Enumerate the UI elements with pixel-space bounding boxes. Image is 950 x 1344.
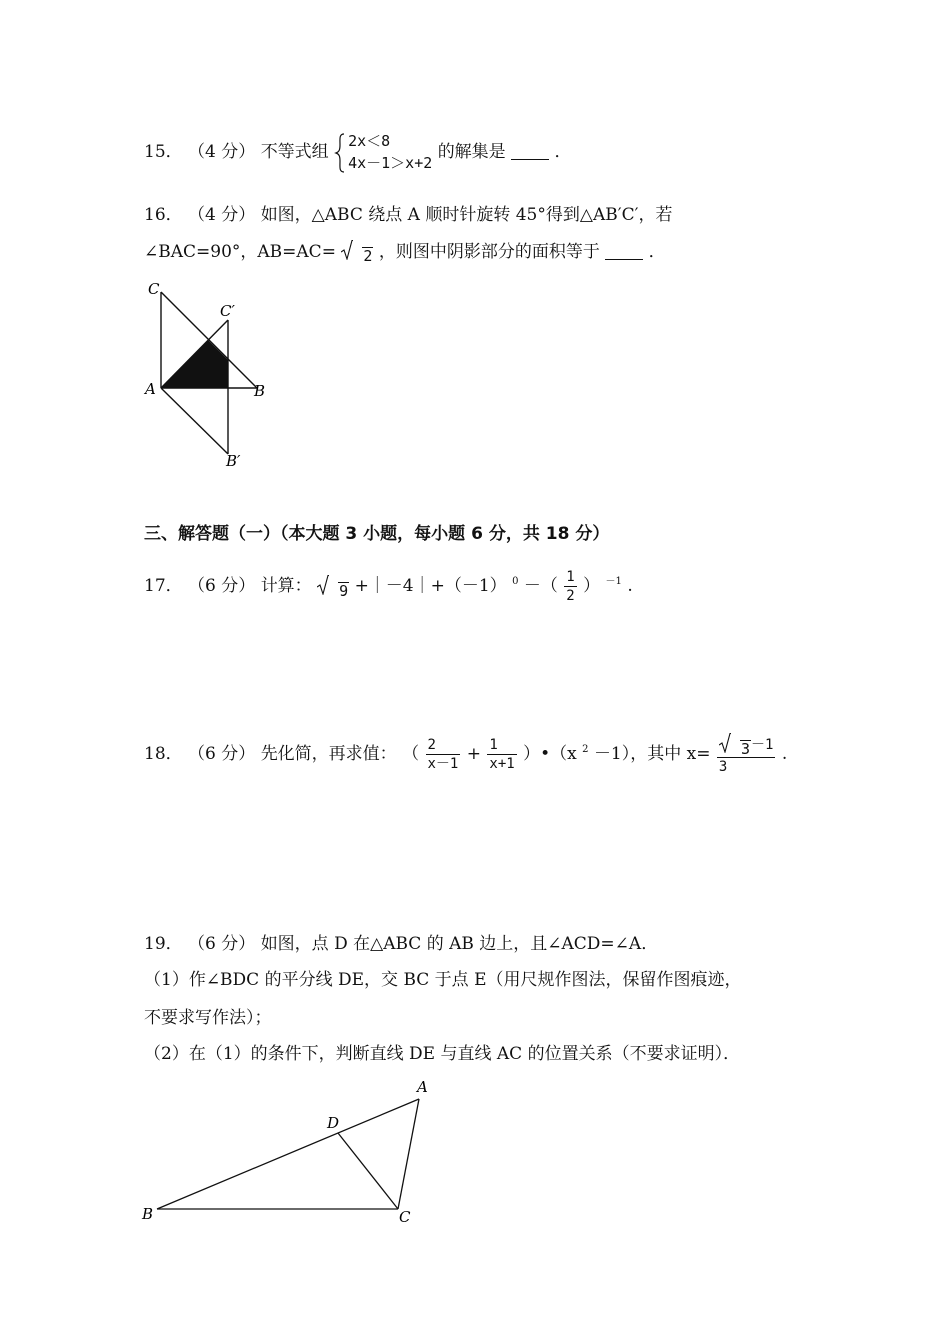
q15-text-before: 不等式组 xyxy=(260,141,329,162)
question-16-line-2 xyxy=(144,240,666,264)
shaded-region xyxy=(161,340,228,388)
fraction-denominator: x－1 xyxy=(427,756,459,772)
label-A: A xyxy=(145,380,156,398)
q19-part2: （2）在（1）的条件下，判断直线 DE 与直线 AC 的位置关系（不要求证明）． xyxy=(144,1044,741,1064)
q17-part1: +｜－4｜+（－1） xyxy=(354,576,507,597)
inequality-2: 4x－1＞x+2 xyxy=(348,154,433,172)
rotation-figure xyxy=(140,278,280,478)
radical-sign-icon xyxy=(341,240,353,260)
numerator-rest: －1 xyxy=(750,737,774,753)
label-A: A xyxy=(417,1078,428,1096)
q16-line2-before: ∠BAC=90°，AB=AC= xyxy=(144,241,336,262)
fraction-denominator: 2 xyxy=(566,588,575,604)
q18-rest: －1），其中 x= xyxy=(593,744,711,765)
fraction-denominator: x+1 xyxy=(489,756,515,772)
q19-intro: 如图，点 D 在△ABC 的 AB 边上，且∠ACD=∠A． xyxy=(260,934,659,955)
q17-score: （6 分） xyxy=(188,576,256,597)
q15-end: ． xyxy=(554,141,572,162)
q17-label: 计算： xyxy=(260,576,312,597)
answer-blank xyxy=(605,245,643,260)
answer-blank xyxy=(511,145,549,160)
q16-number: 16． xyxy=(144,205,183,226)
label-B: B xyxy=(254,382,266,400)
sqrt-expression xyxy=(341,240,373,264)
label-B-prime: B′ xyxy=(226,452,241,470)
fraction-2-over-x-minus-1 xyxy=(426,736,461,773)
fraction-denominator: 3 xyxy=(718,759,728,775)
q16-line2-after: ，则图中阴影部分的面积等于 xyxy=(378,241,600,262)
label-C: C xyxy=(148,280,160,298)
left-brace-icon xyxy=(334,133,346,173)
q19-part1-line1: （1）作∠BDC 的平分线 DE，交 BC 于点 E（用尺规作图法，保留作图痕迹， xyxy=(144,970,742,990)
question-17 xyxy=(144,568,633,605)
radicand: 2 xyxy=(363,247,373,265)
q17-number: 17． xyxy=(144,576,183,597)
q18-score: （6 分） xyxy=(188,744,256,765)
radicand: 3 xyxy=(740,740,750,758)
q18-plus: + xyxy=(466,744,482,765)
label-D: D xyxy=(327,1114,340,1132)
exponent-2: 2 xyxy=(582,744,589,756)
fraction-numerator: 2 xyxy=(426,736,461,755)
question-16-line-1 xyxy=(144,205,672,226)
inequality-system xyxy=(334,130,432,174)
q18-end: . xyxy=(781,744,788,765)
segment-AC xyxy=(398,1099,419,1209)
fraction-numerator: 1 xyxy=(566,569,575,585)
segment-AB-prime xyxy=(161,388,228,454)
exponent-neg-1: －1 xyxy=(605,576,622,588)
radicand: 9 xyxy=(339,581,349,600)
label-C-prime: C′ xyxy=(220,302,235,320)
exponent-0: 0 xyxy=(512,576,519,588)
q15-score: （4 分） xyxy=(188,141,256,162)
fraction-numerator: 1 xyxy=(487,736,516,755)
q17-part2: －（ xyxy=(523,576,558,597)
sqrt-9 xyxy=(317,575,349,599)
q18-close-mul: ）•（x xyxy=(523,744,577,765)
q17-part3: ） xyxy=(583,576,601,597)
q15-text-after: 的解集是 xyxy=(437,141,506,162)
question-15 xyxy=(144,130,572,174)
q16-line1: 如图，△ABC 绕点 A 顺时针旋转 45°得到△AB′C′，若 xyxy=(260,205,673,226)
sqrt-3 xyxy=(719,733,751,757)
q18-number: 18． xyxy=(144,744,183,765)
fraction-numerator xyxy=(717,733,776,758)
q15-number: 15． xyxy=(144,141,183,162)
radical-sign-icon xyxy=(317,575,329,595)
fraction-1-over-x-plus-1 xyxy=(487,736,516,773)
radical-sign-icon xyxy=(719,733,731,753)
q16-end: ． xyxy=(648,241,666,262)
label-B: B xyxy=(142,1205,154,1223)
q16-score: （4 分） xyxy=(188,205,256,226)
label-C: C xyxy=(399,1208,411,1226)
section-3-heading: 三、解答题（一）（本大题 3 小题，每小题 6 分，共 18 分） xyxy=(144,524,610,544)
q19-score: （6 分） xyxy=(188,934,256,955)
q19-number: 19． xyxy=(144,934,183,955)
triangle-figure xyxy=(140,1072,440,1232)
question-19-line-1 xyxy=(144,934,658,955)
q18-open-paren: （ xyxy=(402,744,420,765)
q17-end: . xyxy=(627,576,633,597)
question-18 xyxy=(144,733,787,776)
inequality-1: 2x＜8 xyxy=(348,132,391,150)
fraction-x-value xyxy=(717,733,776,776)
segment-BA xyxy=(157,1099,419,1209)
q19-part1-line2: 不要求写作法）； xyxy=(144,1008,272,1028)
q18-label: 先化简，再求值： xyxy=(260,744,397,765)
fraction-one-half xyxy=(564,568,576,605)
segment-DC xyxy=(338,1133,398,1209)
